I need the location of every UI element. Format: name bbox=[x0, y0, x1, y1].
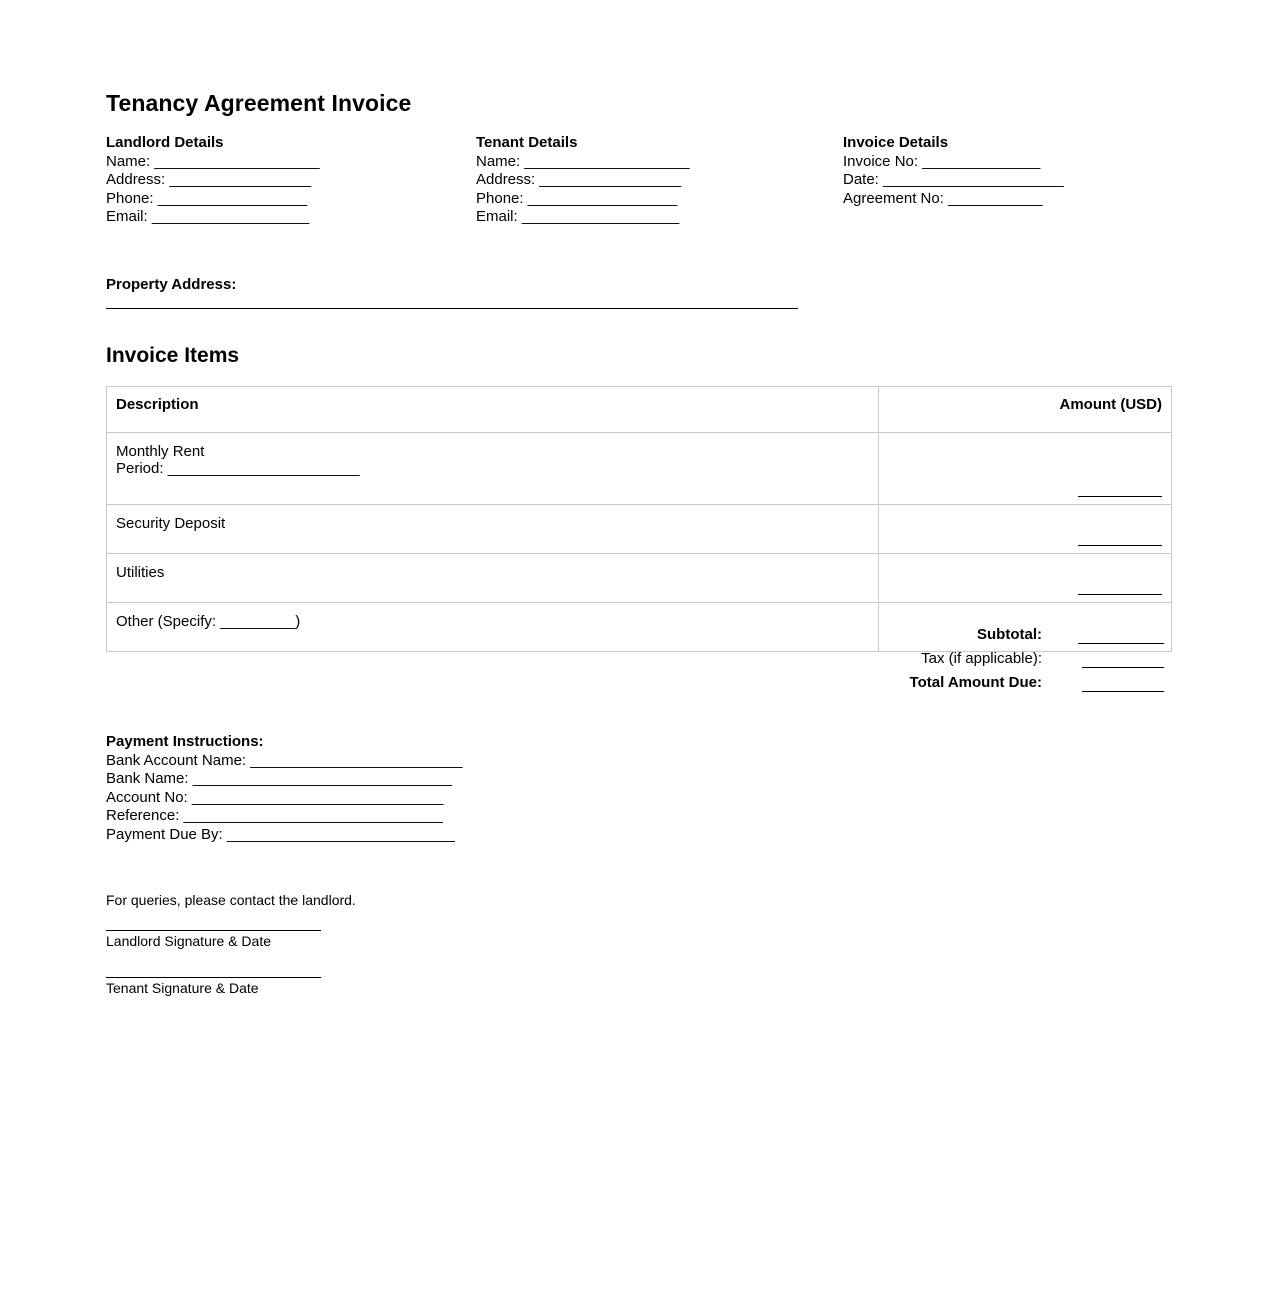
payment-due-by-label: Payment Due By: bbox=[106, 825, 223, 843]
invoice-no-field[interactable] bbox=[843, 153, 1063, 172]
item-label: Security Deposit bbox=[116, 515, 226, 532]
bank-account-name-blank: ___________________________ bbox=[250, 751, 462, 769]
invoice-details-heading: Invoice Details bbox=[843, 134, 949, 151]
payment-due-by-field[interactable] bbox=[106, 826, 462, 845]
landlord-name-label: Name: bbox=[106, 152, 151, 170]
table-header-row bbox=[107, 387, 1172, 433]
amount-blank-line[interactable] bbox=[1078, 495, 1162, 497]
agreement-no-field[interactable] bbox=[843, 190, 1063, 209]
total-due-label: Total Amount Due: bbox=[909, 674, 1042, 691]
item-label: Monthly Rent bbox=[116, 443, 205, 460]
item-description-other[interactable] bbox=[107, 603, 879, 652]
tenant-phone-label: Phone: bbox=[476, 189, 524, 207]
invoice-date-label: Date: bbox=[843, 171, 879, 189]
tenant-signature-block bbox=[106, 977, 321, 996]
landlord-address-blank: __________________ bbox=[169, 171, 311, 189]
bank-account-name-field[interactable] bbox=[106, 752, 462, 771]
invoice-items-heading: Invoice Items bbox=[106, 344, 240, 367]
table-row bbox=[107, 554, 1172, 603]
landlord-address-label: Address: bbox=[106, 171, 166, 189]
subtotal-label: Subtotal: bbox=[977, 626, 1042, 643]
item-description-security-deposit bbox=[107, 505, 879, 554]
account-no-label: Account No: bbox=[106, 788, 188, 806]
tenant-email-blank: ____________________ bbox=[521, 208, 679, 226]
tax-label: Tax (if applicable): bbox=[921, 650, 1042, 667]
item-period-field[interactable]: Period: _______________________ bbox=[116, 460, 360, 477]
tenant-name-blank: _____________________ bbox=[524, 152, 690, 170]
queries-note: For queries, please contact the landlord. bbox=[106, 892, 356, 908]
tenant-email-field[interactable] bbox=[476, 208, 689, 227]
amount-blank-line[interactable] bbox=[1078, 544, 1162, 546]
agreement-no-blank: ____________ bbox=[948, 189, 1043, 207]
landlord-signature-caption: Landlord Signature & Date bbox=[106, 933, 271, 949]
invoice-details-block bbox=[843, 134, 1063, 208]
reference-blank: _________________________________ bbox=[183, 807, 443, 825]
tenant-name-field[interactable] bbox=[476, 153, 689, 172]
amount-blank-line[interactable] bbox=[1078, 593, 1162, 595]
landlord-email-field[interactable] bbox=[106, 208, 319, 227]
tenant-phone-blank: ___________________ bbox=[527, 189, 677, 207]
subtotal-blank-line[interactable] bbox=[1082, 642, 1164, 644]
item-amount-utilities[interactable] bbox=[879, 554, 1172, 603]
total-due-row bbox=[820, 674, 1172, 698]
tenant-signature-caption: Tenant Signature & Date bbox=[106, 980, 259, 996]
bank-name-blank: _________________________________ bbox=[192, 770, 452, 788]
item-description-utilities bbox=[107, 554, 879, 603]
totals-block bbox=[820, 626, 1172, 698]
landlord-name-blank: _____________________ bbox=[154, 152, 320, 170]
tenant-details-block bbox=[476, 134, 689, 227]
invoice-no-label: Invoice No: bbox=[843, 152, 919, 170]
payment-due-by-blank: _____________________________ bbox=[226, 825, 455, 843]
reference-field[interactable] bbox=[106, 807, 462, 826]
tax-blank-line[interactable] bbox=[1082, 666, 1164, 668]
landlord-email-label: Email: bbox=[106, 208, 148, 226]
column-header-description: Description bbox=[107, 387, 879, 433]
landlord-email-blank: ____________________ bbox=[151, 208, 309, 226]
item-label: Utilities bbox=[116, 564, 165, 581]
property-address-label: Property Address: bbox=[106, 276, 237, 293]
total-due-blank-line[interactable] bbox=[1082, 690, 1164, 692]
invoice-date-field[interactable] bbox=[843, 171, 1063, 190]
table-row bbox=[107, 505, 1172, 554]
tenant-phone-field[interactable] bbox=[476, 190, 689, 209]
payment-instructions-block bbox=[106, 733, 462, 845]
subtotal-row bbox=[820, 626, 1172, 650]
landlord-phone-blank: ___________________ bbox=[157, 189, 307, 207]
landlord-address-field[interactable] bbox=[106, 171, 319, 190]
property-address-blank-line[interactable] bbox=[106, 308, 798, 309]
bank-name-label: Bank Name: bbox=[106, 770, 189, 788]
invoice-items-table bbox=[106, 386, 1172, 652]
landlord-signature-block bbox=[106, 930, 321, 949]
landlord-name-field[interactable] bbox=[106, 153, 319, 172]
item-amount-monthly-rent[interactable] bbox=[879, 433, 1172, 505]
tenant-name-label: Name: bbox=[476, 152, 521, 170]
tenant-address-field[interactable] bbox=[476, 171, 689, 190]
invoice-no-blank: _______________ bbox=[922, 152, 1040, 170]
tenant-details-heading: Tenant Details bbox=[476, 134, 578, 151]
tenant-email-label: Email: bbox=[476, 208, 518, 226]
tax-row bbox=[820, 650, 1172, 674]
item-amount-security-deposit[interactable] bbox=[879, 505, 1172, 554]
bank-name-field[interactable] bbox=[106, 770, 462, 789]
landlord-details-block bbox=[106, 134, 319, 227]
item-label: Other (Specify: _________) bbox=[116, 613, 301, 630]
bank-account-name-label: Bank Account Name: bbox=[106, 751, 247, 769]
tenant-address-label: Address: bbox=[476, 171, 536, 189]
column-header-amount: Amount (USD) bbox=[879, 387, 1172, 433]
account-no-blank: ________________________________ bbox=[191, 788, 443, 806]
account-no-field[interactable] bbox=[106, 789, 462, 808]
landlord-details-heading: Landlord Details bbox=[106, 134, 224, 151]
table-row bbox=[107, 433, 1172, 505]
page-title: Tenancy Agreement Invoice bbox=[106, 90, 412, 116]
landlord-phone-label: Phone: bbox=[106, 189, 154, 207]
tenant-address-blank: __________________ bbox=[539, 171, 681, 189]
invoice-date-blank: _______________________ bbox=[883, 171, 1064, 189]
agreement-no-label: Agreement No: bbox=[843, 189, 944, 207]
reference-label: Reference: bbox=[106, 807, 180, 825]
item-description-monthly-rent bbox=[107, 433, 879, 505]
landlord-phone-field[interactable] bbox=[106, 190, 319, 209]
payment-instructions-heading: Payment Instructions: bbox=[106, 733, 264, 750]
